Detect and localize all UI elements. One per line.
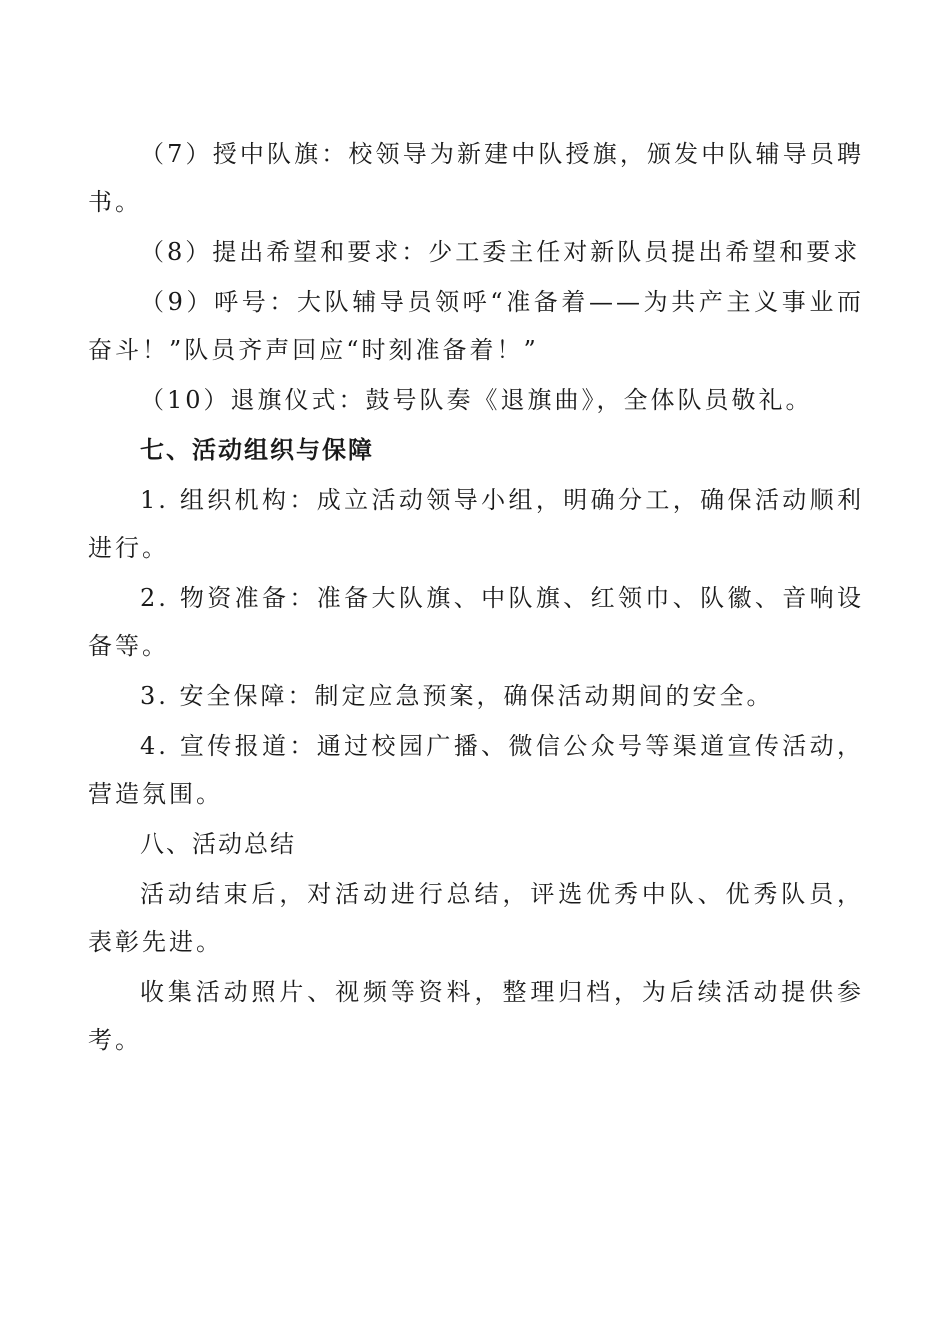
paragraph-organization: 1. 组织机构：成立活动领导小组，明确分工，确保活动顺利进行。 bbox=[88, 486, 864, 562]
section-heading-summary: 八、活动总结 bbox=[140, 830, 296, 858]
section-heading-organization: 七、活动组织与保障 bbox=[140, 436, 374, 464]
paragraph-archive: 收集活动照片、视频等资料，整理归档，为后续活动提供参考。 bbox=[88, 978, 864, 1054]
paragraph-flag-granting: （7）授中队旗：校领导为新建中队授旗，颁发中队辅导员聘书。 bbox=[88, 140, 864, 216]
paragraph-expectations: （8）提出希望和要求：少工委主任对新队员提出希望和要求 bbox=[140, 238, 861, 266]
paragraph-flag-retreat: （10）退旗仪式：鼓号队奏《退旗曲》，全体队员敬礼。 bbox=[140, 386, 813, 414]
paragraph-safety: 3. 安全保障：制定应急预案，确保活动期间的安全。 bbox=[140, 682, 774, 710]
document-page bbox=[88, 130, 864, 1064]
paragraph-summary: 活动结束后，对活动进行总结，评选优秀中队、优秀队员，表彰先进。 bbox=[88, 880, 864, 956]
paragraph-publicity: 4. 宣传报道：通过校园广播、微信公众号等渠道宣传活动，营造氛围。 bbox=[88, 732, 864, 808]
paragraph-slogan: （9）呼号：大队辅导员领呼“准备着——为共产主义事业而奋斗！”队员齐声回应“时刻准备着！” bbox=[88, 288, 864, 364]
paragraph-materials: 2. 物资准备：准备大队旗、中队旗、红领巾、队徽、音响设备等。 bbox=[88, 584, 864, 660]
